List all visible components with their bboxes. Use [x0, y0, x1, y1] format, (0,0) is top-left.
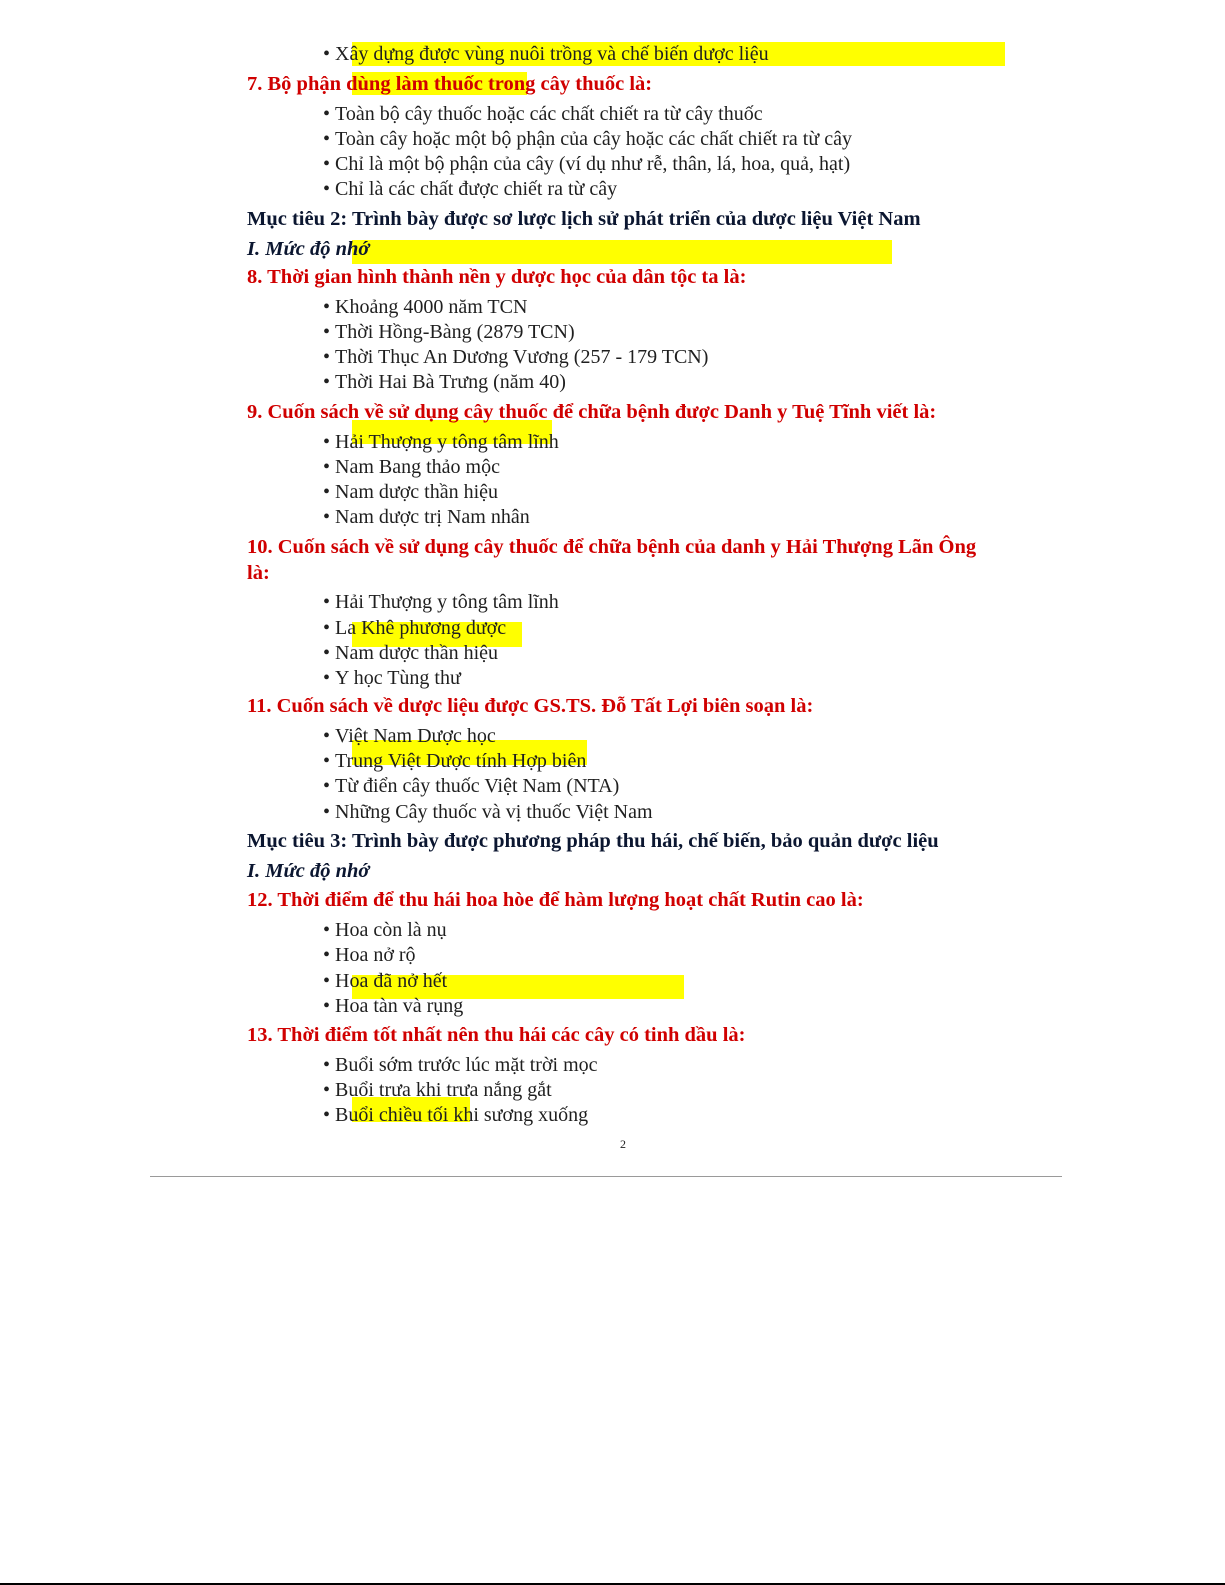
option-text: Hoa nở rộ	[335, 944, 416, 966]
page-number: 2	[620, 1137, 626, 1151]
answer-option	[323, 666, 461, 690]
bullet-icon: •	[323, 667, 331, 689]
question-heading: 9. Cuốn sách về sử dụng cây thuốc để chữa bệnh được Danh y Tuệ Tĩnh viết là:	[247, 401, 937, 423]
question-heading: 12. Thời điểm để thu hái hoa hòe để hàm lượng hoạt chất Rutin cao là:	[247, 889, 864, 911]
option-text: Nam Bang thảo mộc	[335, 456, 500, 478]
option-text: Buổi chiều tối khi sương xuống	[335, 1104, 589, 1126]
question-heading: 11. Cuốn sách về dược liệu được GS.TS. Đỗ Tất Lợi biên soạn là:	[247, 695, 814, 717]
option-text: Những Cây thuốc và vị thuốc Việt Nam	[335, 801, 653, 823]
option-text: Buổi sớm trước lúc mặt trời mọc	[335, 1054, 598, 1076]
option-text: Chỉ là các chất được chiết ra từ cây	[335, 178, 618, 200]
option-text: Hải Thượng y tông tâm lĩnh	[335, 431, 559, 453]
option-text: Toàn bộ cây thuốc hoặc các chất chiết ra từ cây thuốc	[335, 103, 763, 125]
answer-option	[323, 616, 506, 640]
answer-option	[323, 430, 559, 454]
option-text: Thời Hồng-Bàng (2879 TCN)	[335, 321, 575, 343]
bullet-icon: •	[323, 103, 331, 125]
answer-option	[323, 1053, 598, 1077]
answer-option	[323, 1103, 588, 1127]
answer-option	[323, 345, 708, 369]
bullet-icon: •	[323, 456, 331, 478]
bullet-icon: •	[323, 642, 331, 664]
bullet-icon: •	[323, 970, 331, 992]
answer-option	[323, 1078, 552, 1102]
bullet-icon: •	[323, 371, 331, 393]
page-separator	[150, 1176, 1062, 1177]
bullet-icon: •	[323, 43, 331, 65]
option-text: Thời Hai Bà Trưng (năm 40)	[335, 371, 566, 393]
answer-option	[323, 943, 416, 967]
option-text: Nam dược trị Nam nhân	[335, 506, 530, 528]
bullet-icon: •	[323, 919, 331, 941]
bullet-icon: •	[323, 801, 331, 823]
option-text: Khoảng 4000 năm TCN	[335, 296, 528, 318]
bullet-icon: •	[323, 1104, 331, 1126]
answer-option	[323, 724, 496, 748]
answer-option	[323, 480, 498, 504]
bullet-icon: •	[323, 431, 331, 453]
option-text: Trung Việt Dược tính Hợp biên	[335, 750, 587, 772]
question-heading: 13. Thời điểm tốt nhất nên thu hái các cây có tinh dầu là:	[247, 1024, 746, 1046]
option-text: Nam dược thần hiệu	[335, 642, 499, 664]
bullet-icon: •	[323, 321, 331, 343]
option-text: Chỉ là một bộ phận của cây (ví dụ như rễ, thân, lá, hoa, quả, hạt)	[335, 153, 851, 175]
option-text: Hoa tàn và rụng	[335, 995, 464, 1017]
answer-option	[323, 42, 769, 66]
bullet-icon: •	[323, 1079, 331, 1101]
bullet-icon: •	[323, 591, 331, 613]
bullet-icon: •	[323, 481, 331, 503]
option-text: Y học Tùng thư	[335, 667, 461, 689]
question-heading: 10. Cuốn sách về sử dụng cây thuốc để chữa bệnh của danh y Hải Thượng Lãn Ông	[247, 536, 977, 558]
level-heading: I. Mức độ nhớ	[247, 860, 370, 882]
answer-option	[323, 994, 463, 1018]
objective-heading: Mục tiêu 2: Trình bày được sơ lược lịch sử phát triển của dược liệu Việt Nam	[247, 208, 921, 230]
answer-option	[323, 177, 617, 201]
question-heading-continued: là:	[247, 562, 270, 584]
answer-option	[323, 918, 447, 942]
answer-option	[323, 800, 653, 824]
option-text: Thời Thục An Dương Vương (257 - 179 TCN)	[335, 346, 709, 368]
option-text: La Khê phương dược	[335, 617, 507, 639]
answer-option	[323, 590, 559, 614]
answer-option	[323, 295, 527, 319]
bullet-icon: •	[323, 750, 331, 772]
answer-option	[323, 320, 575, 344]
bullet-icon: •	[323, 346, 331, 368]
bullet-icon: •	[323, 944, 331, 966]
level-heading: I. Mức độ nhớ	[247, 238, 370, 260]
bullet-icon: •	[323, 178, 331, 200]
answer-option	[323, 969, 447, 993]
bullet-icon: •	[323, 775, 331, 797]
bullet-icon: •	[323, 506, 331, 528]
bullet-icon: •	[323, 153, 331, 175]
answer-option	[323, 455, 500, 479]
option-text: Hoa còn là nụ	[335, 919, 447, 941]
answer-option	[323, 370, 566, 394]
question-heading: 7. Bộ phận dùng làm thuốc trong cây thuốc là:	[247, 73, 653, 95]
option-text: Buổi trưa khi trưa nắng gắt	[335, 1079, 552, 1101]
option-text: Từ điển cây thuốc Việt Nam (NTA)	[335, 775, 620, 797]
bullet-icon: •	[323, 296, 331, 318]
question-heading: 8. Thời gian hình thành nền y dược học của dân tộc ta là:	[247, 266, 747, 288]
bullet-icon: •	[323, 128, 331, 150]
bullet-icon: •	[323, 1054, 331, 1076]
bullet-icon: •	[323, 617, 331, 639]
option-text: Nam dược thần hiệu	[335, 481, 499, 503]
bullet-icon: •	[323, 995, 331, 1017]
option-text: Xây dựng được vùng nuôi trồng và chế biến dược liệu	[335, 43, 769, 65]
answer-option	[323, 127, 852, 151]
answer-option	[323, 641, 498, 665]
option-text: Toàn cây hoặc một bộ phận của cây hoặc các chất chiết ra từ cây	[335, 128, 852, 150]
answer-option	[323, 102, 763, 126]
bullet-icon: •	[323, 725, 331, 747]
answer-option	[323, 505, 530, 529]
objective-heading: Mục tiêu 3: Trình bày được phương pháp thu hái, chế biến, bảo quản dược liệu	[247, 830, 939, 852]
answer-option	[323, 152, 850, 176]
option-text: Việt Nam Dược học	[335, 725, 496, 747]
option-text: Hải Thượng y tông tâm lĩnh	[335, 591, 559, 613]
answer-option	[323, 749, 586, 773]
answer-option	[323, 774, 619, 798]
highlight-mark	[352, 240, 892, 264]
option-text: Hoa đã nở hết	[335, 970, 448, 992]
